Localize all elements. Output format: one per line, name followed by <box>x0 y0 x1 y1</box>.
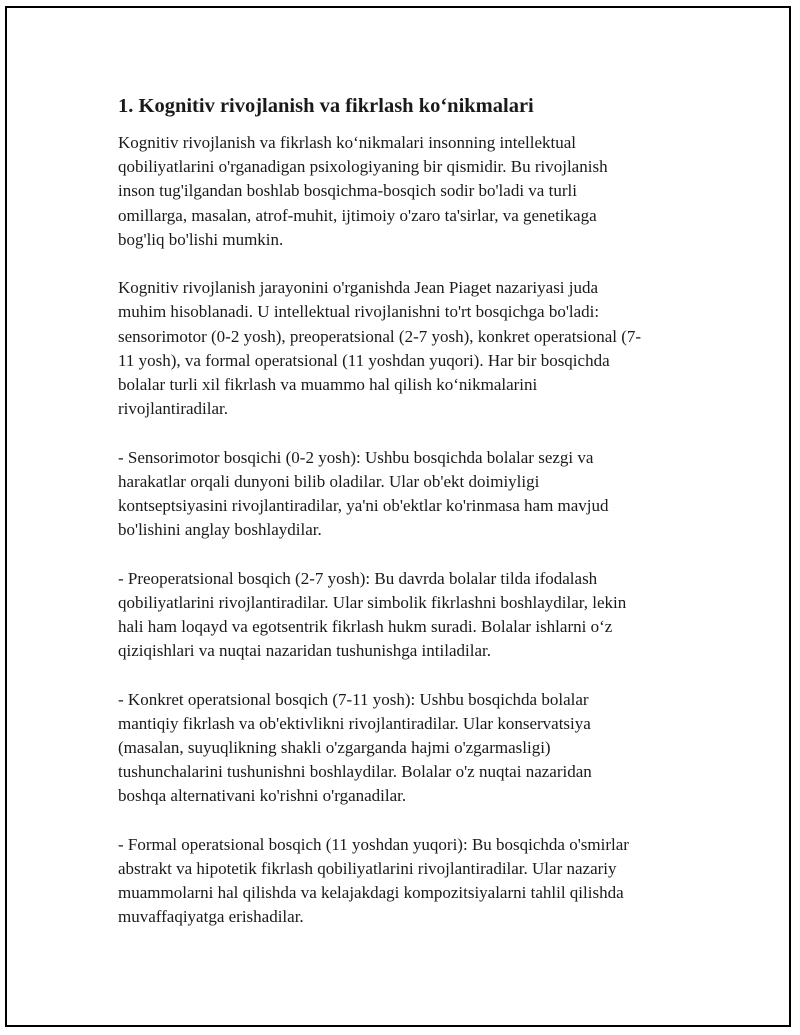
text-line: (masalan, suyuqlikning shakli o'zgarganda hajmi o'zgarmasligi) <box>118 738 551 758</box>
text-line: harakatlar orqali dunyoni bilib oladilar. Ular ob'ekt doimiyligi <box>118 471 540 491</box>
text-line: sensorimotor (0-2 yosh), preoperatsional (2-7 yosh), konkret operatsional (7- <box>118 326 642 346</box>
text-line: bo'lishini anglay boshlaydilar. <box>118 520 322 540</box>
text-line: qiziqishlari va nuqtai nazaridan tushunishga intiladilar. <box>118 641 491 661</box>
text-line: bog'liq bo'lishi mumkin. <box>118 229 284 249</box>
text-line: abstrakt va hipotetik fikrlash qobiliyatlarini rivojlantiradilar. Ular nazariy <box>118 859 617 879</box>
paragraph-sensorimotor <box>118 446 693 543</box>
text-line: muammolarni hal qilishda va kelajakdagi kompozitsiyalarni tahlil qilishda <box>118 883 624 903</box>
text-line: - Formal operatsional bosqich (11 yoshdan yuqori): Bu bosqichda o'smirlar <box>118 834 629 854</box>
paragraph-preoperational <box>118 567 693 664</box>
text-line: mantiqiy fikrlash va ob'ektivlikni rivojlantiradilar. Ular konservatsiya <box>118 713 591 733</box>
text-line: muvaffaqiyatga erishadilar. <box>118 907 304 927</box>
text-line: 11 yosh), va formal operatsional (11 yoshdan yuqori). Har bir bosqichda <box>118 350 610 370</box>
text-line: rivojlantiradilar. <box>118 399 228 419</box>
text-line: - Preoperatsional bosqich (2-7 yosh): Bu davrda bolalar tilda ifodalash <box>118 568 598 588</box>
text-line: kontseptsiyasini rivojlantiradilar, ya'ni ob'ektlar ko'rinmasa ham mavjud <box>118 496 609 516</box>
text-line: hali ham loqayd va egotsentrik fikrlash hukm suradi. Bolalar ishlarni o‘z <box>118 617 613 637</box>
text-line: omillarga, masalan, atrof-muhit, ijtimoiy o'zaro ta'sirlar, va genetikaga <box>118 205 597 225</box>
text-line: - Sensorimotor bosqichi (0-2 yosh): Ushbu bosqichda bolalar sezgi va <box>118 447 594 467</box>
text-line: Kognitiv rivojlanish jarayonini o'rganishda Jean Piaget nazariyasi juda <box>118 278 599 298</box>
text-line: qobiliyatlarini o'rganadigan psixologiyaning bir qismidir. Bu rivojlanish <box>118 157 608 177</box>
text-line: - Konkret operatsional bosqich (7-11 yosh): Ushbu bosqichda bolalar <box>118 689 589 709</box>
paragraph-intro <box>118 131 693 252</box>
text-line: bolalar turli xil fikrlash va muammo hal qilish ko‘nikmalarini <box>118 375 538 395</box>
text-line: Kognitiv rivojlanish va fikrlash ko‘nikmalari insonning intellektual <box>118 133 576 152</box>
paragraph-concrete-operational <box>118 688 693 809</box>
text-line: muhim hisoblanadi. U intellektual rivojlanishni to'rt bosqichga bo'ladi: <box>118 302 600 322</box>
text-line: qobiliyatlarini rivojlantiradilar. Ular simbolik fikrlashni boshlaydilar, lekin <box>118 592 627 612</box>
text-line: inson tug'ilgandan boshlab bosqichma-bosqich sodir bo'ladi va turli <box>118 181 577 201</box>
paragraph-piaget <box>118 276 693 421</box>
paragraph-formal-operational <box>118 833 693 930</box>
document-body <box>118 93 693 954</box>
text-line: tushunchalarini tushunishni boshlaydilar. Bolalar o'z nuqtai nazaridan <box>118 762 592 782</box>
page-title: 1. Kognitiv rivojlanish va fikrlash ko‘nikmalari <box>118 95 534 117</box>
text-line: boshqa alternativani ko'rishni o'rganadilar. <box>118 786 407 806</box>
